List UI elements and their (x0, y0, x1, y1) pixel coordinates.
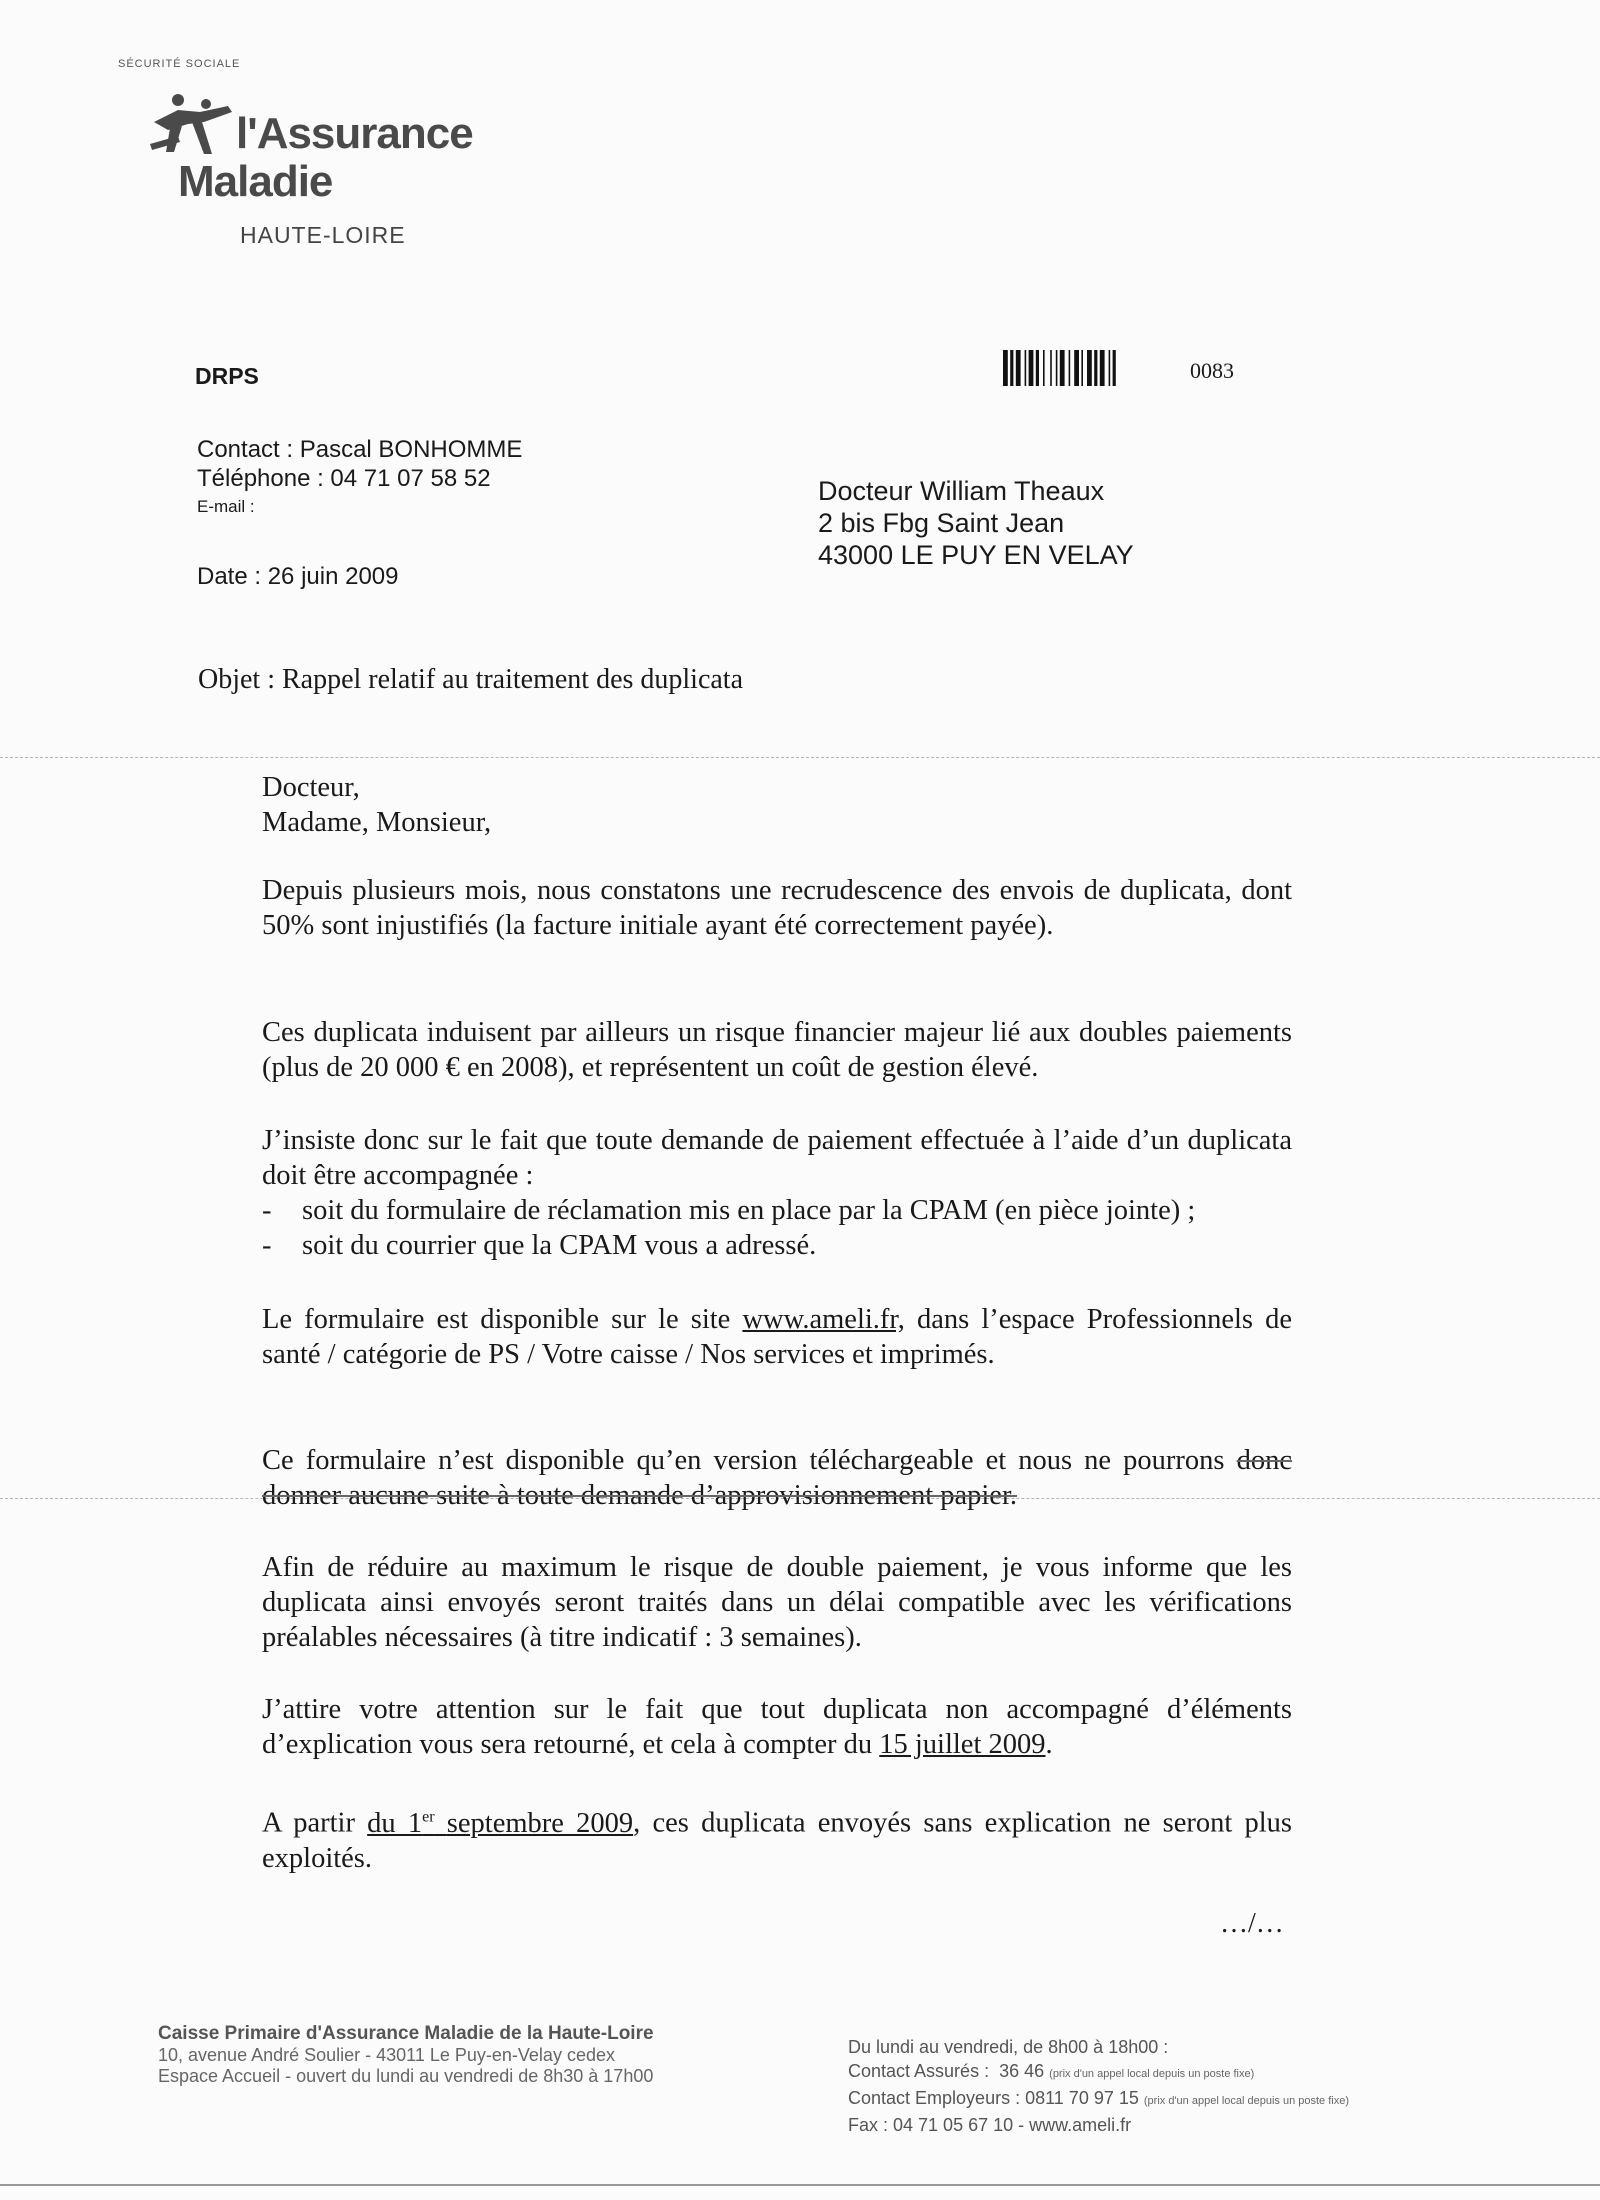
footer-address: 10, avenue André Soulier - 43011 Le Puy-en-Velay cedex (158, 2045, 615, 2065)
assurance-maladie-logo-icon (148, 92, 236, 162)
download-only-text: Ce formulaire n’est disponible qu’en version téléchargeable et nous ne pourrons (262, 1445, 1225, 1476)
fold-line-top (0, 757, 1600, 758)
footer-organization (158, 2023, 654, 2087)
list-item (262, 1193, 1292, 1228)
footer-contacts (848, 2035, 1349, 2137)
barcode-icon (1003, 350, 1161, 386)
september-notice-text: , ces duplicata envoyés sans explication ne seront plus exploités. (262, 1807, 1293, 1874)
footer-contact-assures: Contact Assurés : 36 46 (prix d'un appel local depuis un poste fixe) (848, 2061, 1255, 2081)
return-notice-date: 15 juillet 2009 (879, 1729, 1046, 1760)
paragraph-processing-delay: Afin de réduire au maximum le risque de double paiement, je vous informe que les duplicata ainsi envoyés seront traités dans un délai compatible avec les vérifications préalables nécessaires (à titre indicatif : 3 semaines). (262, 1552, 1292, 1653)
contact-name: Contact : Pascal BONHOMME (197, 436, 523, 463)
contact-email: E-mail : (197, 497, 255, 516)
letter-date: Date : 26 juin 2009 (197, 563, 399, 590)
september-notice-date: du 1er septembre 2009 (367, 1807, 634, 1839)
list-item (262, 1228, 1292, 1263)
list-dash: - (262, 1195, 272, 1226)
letter-subject: Objet : Rappel relatif au traitement des duplicata (198, 664, 744, 695)
requirement-form: soit du formulaire de réclamation mis en place par la CPAM (en pièce jointe) ; (302, 1195, 1196, 1226)
contact-phone: Téléphone : 04 71 07 58 52 (197, 465, 491, 492)
footer-fax: Fax : 04 71 05 67 10 - www.ameli.fr (848, 2115, 1132, 2135)
logo-wordmark-line2: Maladie (178, 157, 333, 206)
recipient-street: 2 bis Fbg Saint Jean (818, 508, 1065, 538)
paragraph-financial-risk: Ces duplicata induisent par ailleurs un risque financier majeur lié aux doubles paiements (plus de 20 000 € en 2008), et représentent un coût de gestion élevé. (262, 1017, 1292, 1083)
paragraph-form-availability (262, 1302, 1292, 1372)
logo-wordmark-line1: l'Assurance (236, 109, 473, 158)
ameli-link[interactable]: www.ameli.fr, (742, 1304, 905, 1335)
requirements-list (262, 1193, 1292, 1263)
requirements-intro: J’insiste donc sur le fait que toute demande de paiement effectuée à l’aide d’un duplicata doit être accompagnée : (262, 1125, 1292, 1191)
logo-region: HAUTE-LOIRE (240, 222, 406, 248)
barcode-number: 0083 (1190, 358, 1234, 383)
requirement-letter: soit du courrier que la CPAM vous a adressé. (302, 1230, 817, 1261)
list-dash: - (262, 1230, 272, 1261)
return-notice-text: J’attire votre attention sur le fait que tout duplicata non accompagné d’éléments d’explication vous sera retourné, et cela à compter du (262, 1694, 1292, 1760)
footer-contact-employeurs: Contact Employeurs : 0811 70 97 15 (prix d'un appel local depuis un poste fixe) (848, 2088, 1350, 2108)
paragraph-requirements (262, 1123, 1292, 1263)
form-availability-text: Le formulaire est disponible sur le site (262, 1304, 731, 1335)
form-availability-path: dans l’espace Professionnels de santé / catégorie de PS / Votre caisse / Nos services et imprimés. (262, 1304, 1293, 1370)
paragraph-return-notice (262, 1692, 1292, 1762)
september-notice-prefix: A partir (262, 1807, 355, 1839)
footer-phone-hours: Du lundi au vendredi, de 8h00 à 18h00 : (848, 2037, 1169, 2057)
download-only-text-struck: donc donner aucune suite à toute demande d’approvisionnement papier. (262, 1445, 1293, 1511)
paragraph-increase: Depuis plusieurs mois, nous constatons une recrudescence des envois de duplicata, dont 50% sont injustifiés (la facture initiale ayant été correctement payée). (262, 875, 1292, 941)
recipient-name: Docteur William Theaux (818, 476, 1105, 506)
footer-org-name: Caisse Primaire d'Assurance Maladie de la Haute-Loire (158, 2023, 654, 2044)
department-code: DRPS (195, 363, 259, 389)
page-bottom-rule (0, 2184, 1600, 2186)
recipient-city: 43000 LE PUY EN VELAY (818, 540, 1134, 570)
paragraph-download-only (262, 1443, 1292, 1513)
footer-opening-hours: Espace Accueil - ouvert du lundi au vendredi de 8h30 à 17h00 (158, 2066, 654, 2086)
salutation-madam-sir: Madame, Monsieur, (262, 807, 492, 838)
return-notice-period: . (1045, 1729, 1053, 1760)
salutation-doctor: Docteur, (262, 772, 360, 803)
paragraph-september-notice (262, 1799, 1292, 1876)
continuation-mark: …/… (1220, 1908, 1284, 1939)
logo-arc-text: SÉCURITÉ SOCIALE (118, 58, 241, 70)
